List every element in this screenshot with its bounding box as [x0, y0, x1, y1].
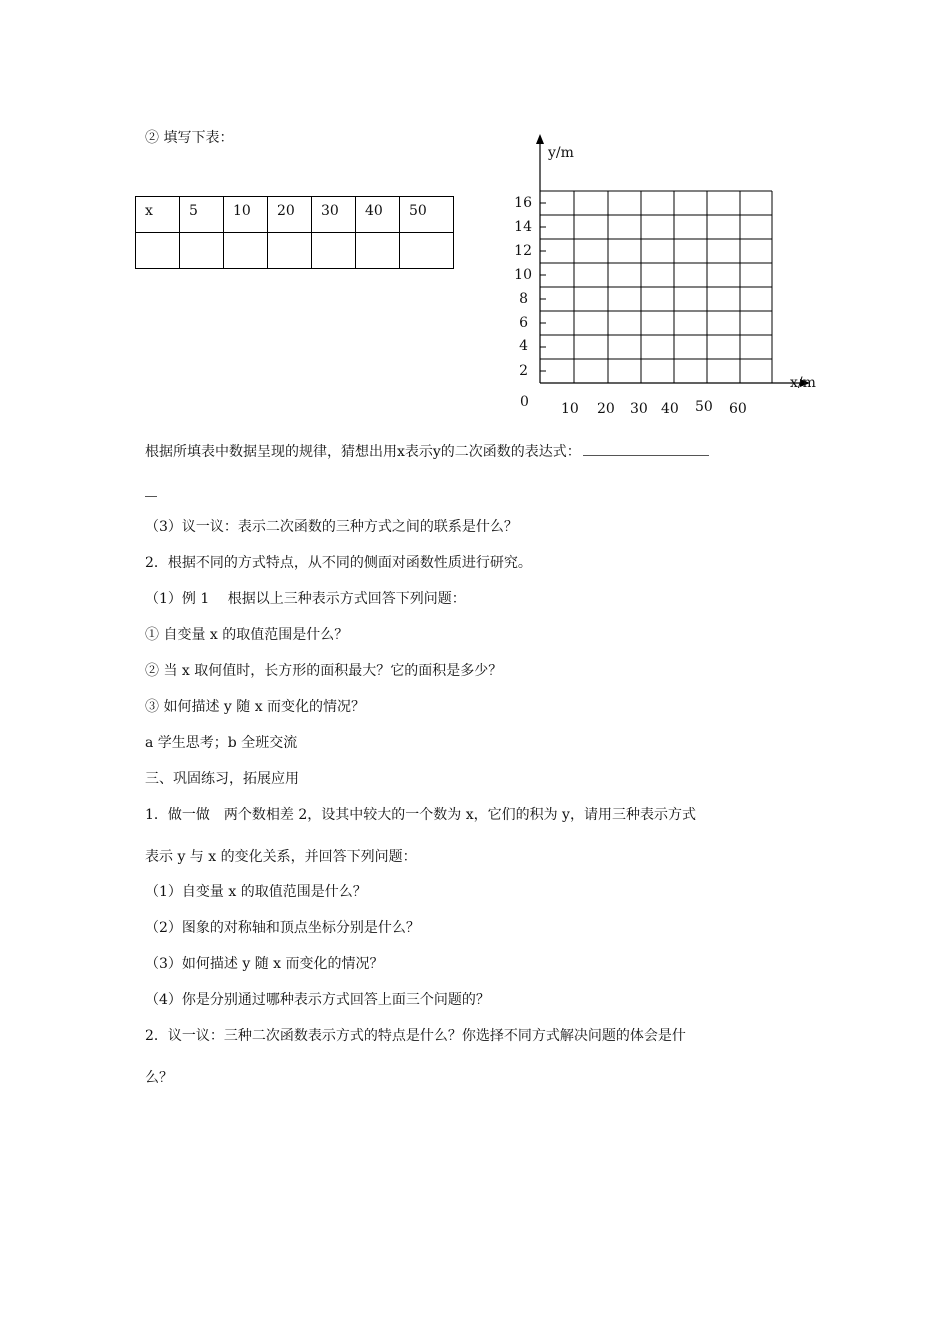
- table-cell-blank[interactable]: [312, 233, 356, 269]
- table-cell-blank[interactable]: [268, 233, 312, 269]
- x-tick-label: 40: [661, 401, 679, 417]
- table-row-values: [136, 233, 454, 269]
- table-cell-blank[interactable]: [400, 233, 454, 269]
- table-row-header: [136, 197, 454, 233]
- exercise-2-line-a: 2．议一议：三种二次函数表示方式的特点是什么？你选择不同方式解决问题的体会是什: [145, 1028, 686, 1044]
- x-tick-label: 20: [597, 401, 615, 417]
- y-tick-labels: [514, 195, 532, 379]
- exercise-1-question-2: （2）图象的对称轴和顶点坐标分别是什么？: [145, 920, 420, 936]
- table-cell: 10: [224, 197, 268, 233]
- x-tick-label: 10: [561, 401, 579, 417]
- x-tick-label: 50: [695, 399, 713, 415]
- coordinate-grid: [500, 130, 830, 430]
- activity-line: a 学生思考；b 全班交流: [145, 735, 298, 751]
- y-tick-label: 16: [514, 195, 532, 211]
- y-tick-label: 8: [519, 291, 528, 307]
- table-cell: x: [136, 197, 180, 233]
- table-cell: 5: [180, 197, 224, 233]
- question-3-line: ③ 如何描述 y 随 x 而变化的情况？: [145, 699, 366, 715]
- guess-expression-text: 根据所填表中数据呈现的规律，猜想出用x表示y的二次函数的表达式：: [145, 444, 581, 460]
- item-2-line: 2．根据不同的方式特点，从不同的侧面对函数性质进行研究。: [145, 555, 532, 571]
- y-tick-label: 14: [514, 219, 532, 235]
- y-tick-label: 6: [519, 315, 528, 331]
- exercise-2-line-b: 么？: [145, 1070, 173, 1086]
- guess-expression-line: [145, 441, 709, 462]
- table-cell: 50: [400, 197, 454, 233]
- table-cell-blank[interactable]: [224, 233, 268, 269]
- grid-horizontal: [540, 191, 772, 359]
- discuss-line: （3）议一议：表示二次函数的三种方式之间的联系是什么？: [145, 519, 518, 535]
- y-axis-label: y/m: [548, 145, 574, 161]
- exercise-1-question-3: （3）如何描述 y 随 x 而变化的情况？: [145, 956, 384, 972]
- y-tick-label: 2: [519, 363, 528, 379]
- y-tick-label: 12: [514, 243, 532, 259]
- table-cell-blank[interactable]: [136, 233, 180, 269]
- y-axis-arrow-icon: [536, 134, 544, 144]
- answer-blank-continuation: [145, 496, 157, 497]
- exercise-1-line-b: 表示 y 与 x 的变化关系，并回答下列问题：: [145, 849, 417, 865]
- table-cell: 40: [356, 197, 400, 233]
- x-axis-label: x/m: [790, 375, 816, 391]
- exercise-1-question-4: （4）你是分别通过哪种表示方式回答上面三个问题的？: [145, 992, 490, 1008]
- x-tick-label: 30: [630, 401, 648, 417]
- exercise-1-line-a: 1．做一做 两个数相差 2，设其中较大的一个数为 x，它们的积为 y，请用三种表示方式: [145, 807, 696, 823]
- question-2-line: ② 当 x 取何值时，长方形的面积最大？它的面积是多少？: [145, 663, 503, 679]
- example-1-line: （1）例 1 根据以上三种表示方式回答下列问题：: [145, 591, 466, 607]
- x-tick-labels: [561, 399, 747, 417]
- answer-blank[interactable]: [583, 441, 709, 456]
- origin-label: 0: [520, 394, 529, 410]
- table-cell: 20: [268, 197, 312, 233]
- x-tick-label: 60: [729, 401, 747, 417]
- table-cell-blank[interactable]: [180, 233, 224, 269]
- table-cell-blank[interactable]: [356, 233, 400, 269]
- section-3-heading: 三、巩固练习，拓展应用: [145, 771, 299, 787]
- table-cell: 30: [312, 197, 356, 233]
- fill-in-table: [135, 196, 454, 269]
- question-1-line: ① 自变量 x 的取值范围是什么？: [145, 627, 349, 643]
- y-tick-label: 4: [519, 338, 528, 354]
- exercise-1-question-1: （1）自变量 x 的取值范围是什么？: [145, 884, 367, 900]
- fill-table-instruction: ② 填写下表：: [145, 130, 234, 146]
- y-tick-label: 10: [514, 267, 532, 283]
